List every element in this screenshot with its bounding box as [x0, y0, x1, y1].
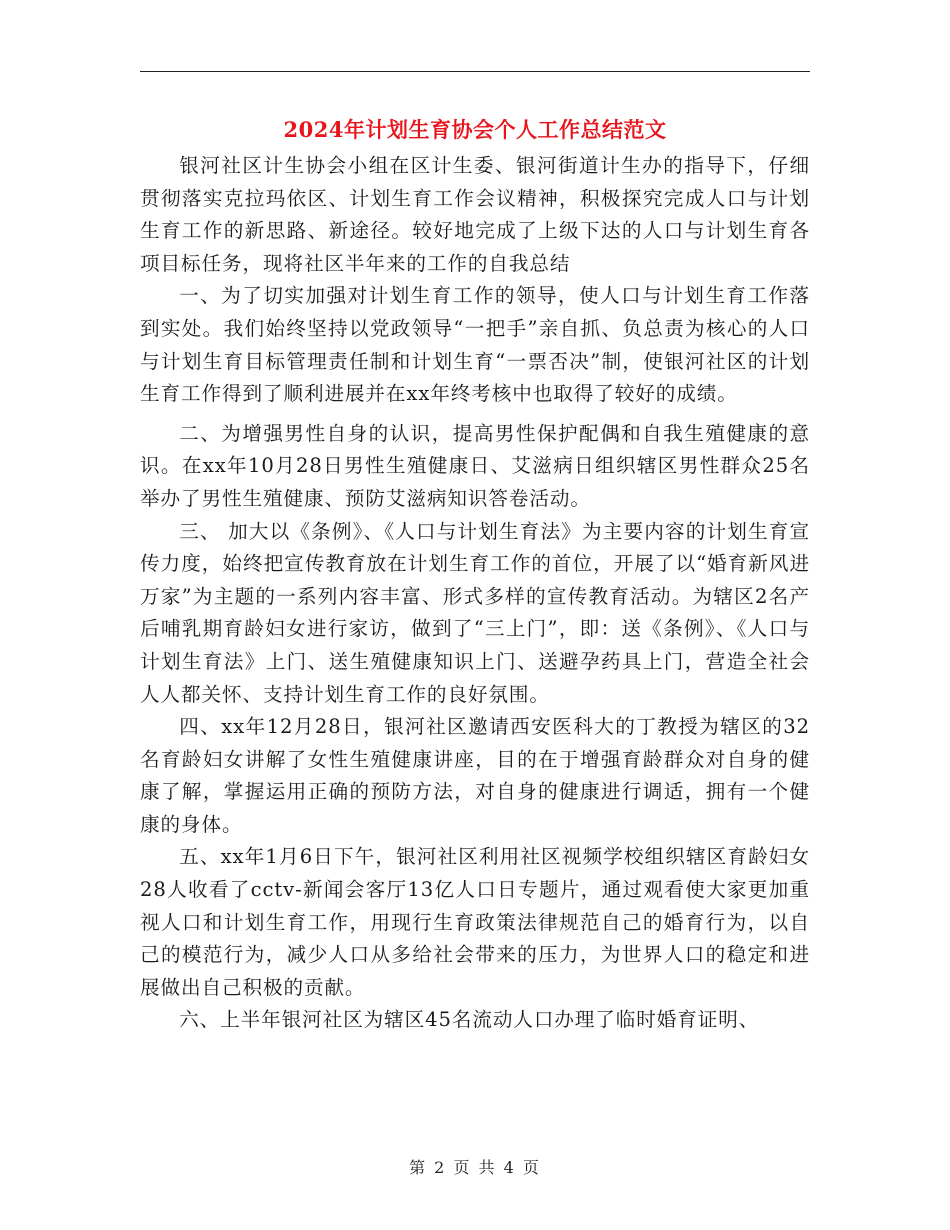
paragraph-intro: 银河社区计生协会小组在区计生委、银河街道计生办的指导下，仔细贯彻落实克拉玛依区、计划生育工作会议精神，积极探究完成人口与计划生育工作的新思路、新途径。较好地完成了上级下达的人口与计划生育各项目标任务，现将社区半年来的工作的自我总结 — [140, 154, 810, 275]
page-number: 第 2 页 共 4 页 — [409, 1158, 541, 1177]
paragraph-section-1: 一、为了切实加强对计划生育工作的领导，使人口与计划生育工作落到实处。我们始终坚持以党政领导“一把手”亲自抓、负总责为核心的人口与计划生育目标管理责任制和计划生育“一票否决”制，使银河社区的计划生育工作得到了顺利进展并在xx年终考核中也取得了较好的成绩。 — [140, 284, 810, 406]
paragraph-section-3: 三、 加大以《条例》、《人口与计划生育法》为主要内容的计划生育宣传力度，始终把宣传教育放在计划生育工作的首位，开展了以“婚育新风进万家”为主题的一系列内容丰富、形式多样的宣传教育活动。为辖区2名产后哺乳期育龄妇女进行家访，做到了“三上门”，即：送《条例》、《人口与计划生育法》上门、送生殖健康知识上门、送避孕药具上门，营造全社会人人都关怀、支持计划生育工作的良好氛围。 — [140, 519, 810, 706]
paragraph-section-5: 五、xx年1月6日下午，银河社区利用社区视频学校组织辖区育龄妇女28人收看了cctv-新闻会客厅13亿人口日专题片，通过观看使大家更加重视人口和计划生育工作，用现行生育政策法律规范自己的婚育行为，以自己的模范行为，减少人口从多给社会带来的压力，为世界人口的稳定和进展做出自己积极的贡献。 — [140, 845, 810, 999]
paragraph-section-6: 六、上半年银河社区为辖区45名流动人口办理了临时婚育证明、 — [179, 1008, 760, 1032]
paragraph-section-2: 二、为增强男性自身的认识，提高男性保护配偶和自我生殖健康的意识。在xx年10月28日男性生殖健康日、艾滋病日组织辖区男性群众25名举办了男性生殖健康、预防艾滋病知识答卷活动。 — [140, 421, 810, 510]
document-title: 2024年计划生育协会个人工作总结范文 — [283, 117, 667, 142]
paragraph-section-4: 四、xx年12月28日，银河社区邀请西安医科大的丁教授为辖区的32名育龄妇女讲解了女性生殖健康讲座，目的在于增强育龄群众对自身的健康了解，掌握运用正确的预防方法，对自身的健康进行调适，拥有一个健康的身体。 — [140, 715, 810, 836]
document-body — [140, 150, 810, 1037]
header-rule — [140, 71, 810, 72]
